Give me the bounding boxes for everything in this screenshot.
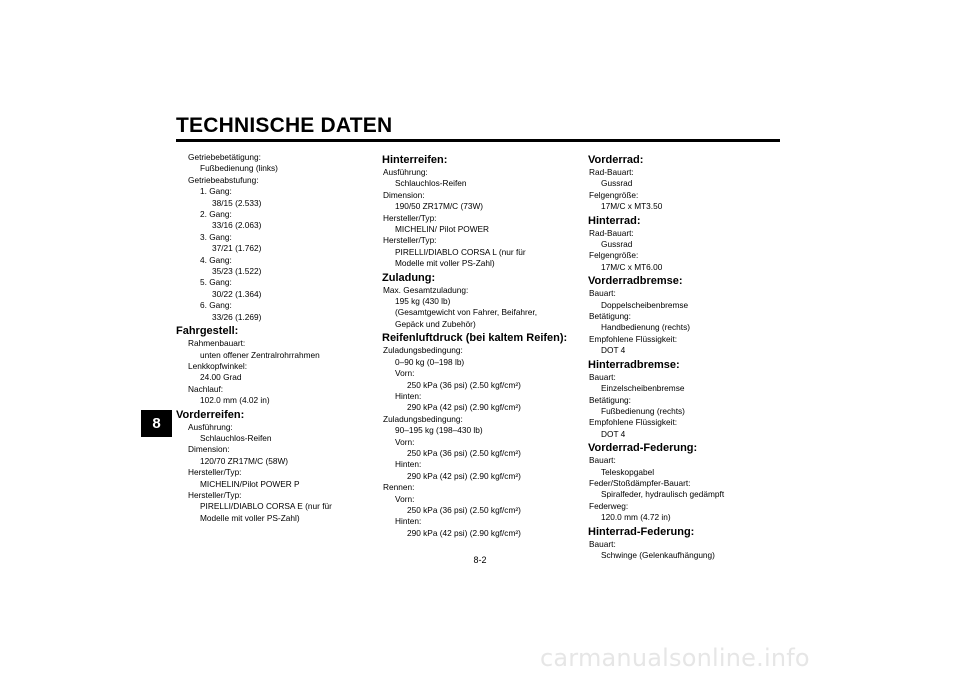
spec-line: Empfohlene Flüssigkeit: <box>589 333 678 344</box>
spec-line: Hersteller/Typ: <box>383 235 437 246</box>
section-heading: Vorderreifen: <box>176 408 245 421</box>
spec-line: Doppelscheibenbremse <box>601 299 689 310</box>
spec-line: Nachlauf: <box>188 383 224 394</box>
spec-line: Bauart: <box>589 371 616 382</box>
spec-line: Gussrad <box>601 178 633 189</box>
spec-line: Dimension: <box>188 444 230 455</box>
spec-line: Ausführung: <box>188 421 233 432</box>
spec-line: Hinten: <box>395 516 422 527</box>
spec-line: Gepäck und Zubehör) <box>395 318 476 329</box>
spec-line: 38/15 (2.533) <box>212 197 262 208</box>
spec-line: Zuladungsbedingung: <box>383 345 463 356</box>
spec-line: Bauart: <box>589 288 616 299</box>
section-heading: Hinterrad-Federung: <box>588 525 695 538</box>
spec-line: Vorn: <box>395 436 415 447</box>
spec-line: Modelle mit voller PS-Zahl) <box>200 512 300 523</box>
spec-line: (Gesamtgewicht von Fahrer, Beifahrer, <box>395 307 538 318</box>
section-heading: Hinterreifen: <box>382 154 448 166</box>
section-heading: Vorderrad-Federung: <box>588 442 698 455</box>
spec-line: 33/16 (2.063) <box>212 220 262 231</box>
spec-line: Vorn: <box>395 493 415 504</box>
watermark: carmanualsonline.info <box>540 644 810 672</box>
spec-line: 195 kg (430 lb) <box>395 296 451 307</box>
spec-line: Empfohlene Flüssigkeit: <box>589 417 678 428</box>
spec-line: 17M/C x MT6.00 <box>601 261 663 272</box>
spec-line: Felgengröße: <box>589 250 639 261</box>
spec-line: 3. Gang: <box>200 231 232 242</box>
spec-line: 0–90 kg (0–198 lb) <box>395 356 465 367</box>
spec-line: 6. Gang: <box>200 300 232 311</box>
spec-line: Spiralfeder, hydraulisch gedämpft <box>601 489 725 500</box>
spec-line: 250 kPa (36 psi) (2.50 kgf/cm²) <box>407 379 521 390</box>
spec-line: 90–195 kg (198–430 lb) <box>395 425 483 436</box>
spec-line: 17M/C x MT3.50 <box>601 201 663 212</box>
spec-line: Gussrad <box>601 239 633 250</box>
spec-line: Federweg: <box>589 500 629 511</box>
spec-line: Schwinge (Gelenkaufhängung) <box>601 549 715 560</box>
spec-line: Felgengröße: <box>589 189 639 200</box>
spec-line: Teleskopgabel <box>601 466 655 477</box>
spec-line: Getriebeabstufung: <box>188 174 259 185</box>
spec-line: Lenkkopfwinkel: <box>188 360 248 371</box>
section-heading: Hinterradbremse: <box>588 358 680 371</box>
section-heading: Vorderrad: <box>588 154 644 166</box>
spec-line: 250 kPa (36 psi) (2.50 kgf/cm²) <box>407 447 521 458</box>
spec-line: Rad-Bauart: <box>589 167 634 177</box>
spec-column-2 <box>383 152 573 539</box>
section-heading: Vorderradbremse: <box>588 275 683 288</box>
spec-line: 33/26 (1.269) <box>212 311 262 322</box>
spec-line: MICHELIN/ Pilot POWER <box>395 224 490 235</box>
spec-line: 35/23 (1.522) <box>212 266 262 277</box>
spec-line: Rahmenbauart: <box>188 338 246 349</box>
spec-line: DOT 4 <box>601 428 626 439</box>
spec-line: 4. Gang: <box>200 254 232 265</box>
spec-line: DOT 4 <box>601 345 626 356</box>
spec-line: 290 kPa (42 psi) (2.90 kgf/cm²) <box>407 470 521 481</box>
spec-line: 290 kPa (42 psi) (2.90 kgf/cm²) <box>407 402 521 413</box>
page-title: TECHNISCHE DATEN <box>176 114 393 137</box>
section-heading: Hinterrad: <box>588 214 641 227</box>
spec-line: 290 kPa (42 psi) (2.90 kgf/cm²) <box>407 527 521 538</box>
spec-line: 37/21 (1.762) <box>212 243 262 254</box>
spec-line: 30/22 (1.364) <box>212 288 262 299</box>
title-rule <box>176 139 780 142</box>
spec-line: MICHELIN/Pilot POWER P <box>200 478 300 489</box>
spec-line: Dimension: <box>383 189 425 200</box>
spec-line: Fußbedienung (rechts) <box>601 405 685 416</box>
spec-line: Hersteller/Typ: <box>188 467 242 478</box>
spec-line: Schlauchlos-Reifen <box>395 178 467 189</box>
spec-line: 190/50 ZR17M/C (73W) <box>395 201 484 212</box>
section-heading: Fahrgestell: <box>176 325 239 338</box>
section-heading: Zuladung: <box>382 271 436 284</box>
spec-column-3 <box>589 152 779 561</box>
spec-line: unten offener Zentralrohrrahmen <box>200 349 320 360</box>
spec-line: 5. Gang: <box>200 277 232 288</box>
spec-line: Hersteller/Typ: <box>188 489 242 500</box>
spec-line: 120/70 ZR17M/C (58W) <box>200 455 289 466</box>
spec-line: Bauart: <box>589 455 616 466</box>
spec-line: Hinten: <box>395 459 422 470</box>
spec-line: Handbedienung (rechts) <box>601 322 691 333</box>
spec-line: PIRELLI/DIABLO CORSA E (nur für <box>200 501 332 512</box>
spec-line: 1. Gang: <box>200 186 232 197</box>
spec-line: Hersteller/Typ: <box>383 212 437 223</box>
spec-line: Getriebebetätigung: <box>188 152 261 162</box>
spec-line: 2. Gang: <box>200 209 232 220</box>
spec-line: Bauart: <box>589 538 616 549</box>
spec-line: 250 kPa (36 psi) (2.50 kgf/cm²) <box>407 504 521 515</box>
spec-line: Rennen: <box>383 482 415 493</box>
spec-line: 120.0 mm (4.72 in) <box>601 512 671 523</box>
chapter-tab: 8 <box>141 410 172 437</box>
spec-line: Zuladungsbedingung: <box>383 413 463 424</box>
spec-line: Einzelscheibenbremse <box>601 383 685 394</box>
spec-line: Modelle mit voller PS-Zahl) <box>395 258 495 269</box>
spec-line: Schlauchlos-Reifen <box>200 432 272 443</box>
spec-line: Hinten: <box>395 390 422 401</box>
spec-column-1 <box>176 152 368 524</box>
page-number: 8-2 <box>473 555 487 565</box>
spec-line: 102.0 mm (4.02 in) <box>200 395 270 406</box>
spec-line: Vorn: <box>395 368 415 379</box>
spec-line: Fußbedienung (links) <box>200 163 278 174</box>
section-heading: Reifenluftdruck (bei kaltem Reifen): <box>382 332 568 345</box>
spec-line: Max. Gesamtzuladung: <box>383 284 469 295</box>
spec-line: Ausführung: <box>383 167 428 177</box>
spec-line: Betätigung: <box>589 311 631 322</box>
spec-line: Betätigung: <box>589 394 631 405</box>
spec-line: Feder/Stoßdämpfer-Bauart: <box>589 477 691 488</box>
spec-line: 24.00 Grad <box>200 372 242 383</box>
spec-line: Rad-Bauart: <box>589 227 634 238</box>
spec-line: PIRELLI/DIABLO CORSA L (nur für <box>395 246 526 257</box>
